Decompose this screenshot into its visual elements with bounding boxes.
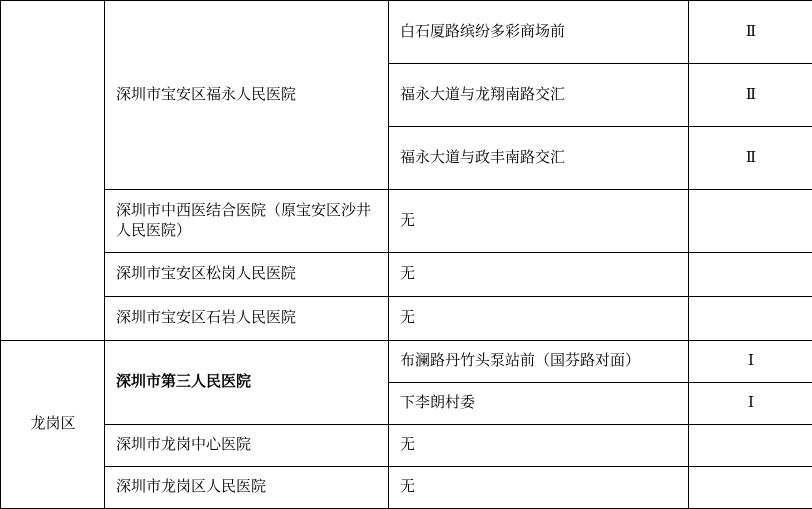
table-row xyxy=(1,253,812,297)
hospital-name: 深圳市宝安区石岩人民医院 xyxy=(105,299,388,337)
level-cell xyxy=(689,425,812,467)
hospital-cell xyxy=(105,297,389,341)
level-text: Ⅰ xyxy=(689,342,812,380)
district-cell-longgang xyxy=(1,341,105,509)
district-cell-baoan xyxy=(1,1,105,341)
level-text xyxy=(689,257,812,293)
location-cell xyxy=(389,341,689,383)
level-cell xyxy=(689,1,812,64)
location-cell xyxy=(389,253,689,297)
location-text: 无 xyxy=(389,255,688,293)
level-text: Ⅱ xyxy=(689,76,812,114)
level-text: Ⅰ xyxy=(689,384,812,422)
location-text: 无 xyxy=(389,202,688,240)
level-text: Ⅱ xyxy=(689,13,812,51)
location-text: 白石厦路缤纷多彩商场前 xyxy=(389,13,688,51)
location-text: 布澜路丹竹头泵站前（国芬路对面） xyxy=(389,342,688,380)
hospital-name: 深圳市宝安区福永人民医院 xyxy=(105,76,388,114)
location-text: 无 xyxy=(389,426,688,464)
hospital-cell xyxy=(105,467,389,509)
table-row xyxy=(1,297,812,341)
location-cell xyxy=(389,190,689,253)
level-text xyxy=(689,470,812,506)
location-cell xyxy=(389,64,689,127)
hospital-name: 深圳市龙岗区人民医院 xyxy=(105,468,388,506)
level-cell xyxy=(689,127,812,190)
hospital-cell xyxy=(105,425,389,467)
level-cell xyxy=(689,190,812,253)
level-cell xyxy=(689,383,812,425)
hospital-cell xyxy=(105,341,389,425)
location-cell xyxy=(389,383,689,425)
level-cell xyxy=(689,64,812,127)
level-cell xyxy=(689,341,812,383)
level-cell xyxy=(689,297,812,341)
hospital-name: 深圳市龙岗中心医院 xyxy=(105,426,388,464)
table-row xyxy=(1,425,812,467)
table-row xyxy=(1,190,812,253)
location-text: 福永大道与政丰南路交汇 xyxy=(389,139,688,177)
district-label: 龙岗区 xyxy=(1,405,104,443)
location-cell xyxy=(389,425,689,467)
table-row xyxy=(1,467,812,509)
level-text xyxy=(689,203,812,239)
location-text: 福永大道与龙翔南路交汇 xyxy=(389,76,688,114)
location-text: 无 xyxy=(389,299,688,337)
table-row xyxy=(1,1,812,64)
location-text: 无 xyxy=(389,468,688,506)
location-cell xyxy=(389,127,689,190)
hospital-cell xyxy=(105,1,389,190)
hospital-name: 深圳市中西医结合医院（原宝安区沙井人民医院） xyxy=(105,192,388,251)
level-cell xyxy=(689,467,812,509)
level-text: Ⅱ xyxy=(689,139,812,177)
location-text: 下李朗村委 xyxy=(389,384,688,422)
level-text xyxy=(689,428,812,464)
location-cell xyxy=(389,297,689,341)
level-cell xyxy=(689,253,812,297)
location-cell xyxy=(389,467,689,509)
hospital-cell xyxy=(105,190,389,253)
hospital-cell xyxy=(105,253,389,297)
hospital-name: 深圳市宝安区松岗人民医院 xyxy=(105,255,388,293)
location-cell xyxy=(389,1,689,64)
hospital-name: 深圳市第三人民医院 xyxy=(105,363,388,401)
level-text xyxy=(689,301,812,337)
table-row xyxy=(1,341,812,383)
